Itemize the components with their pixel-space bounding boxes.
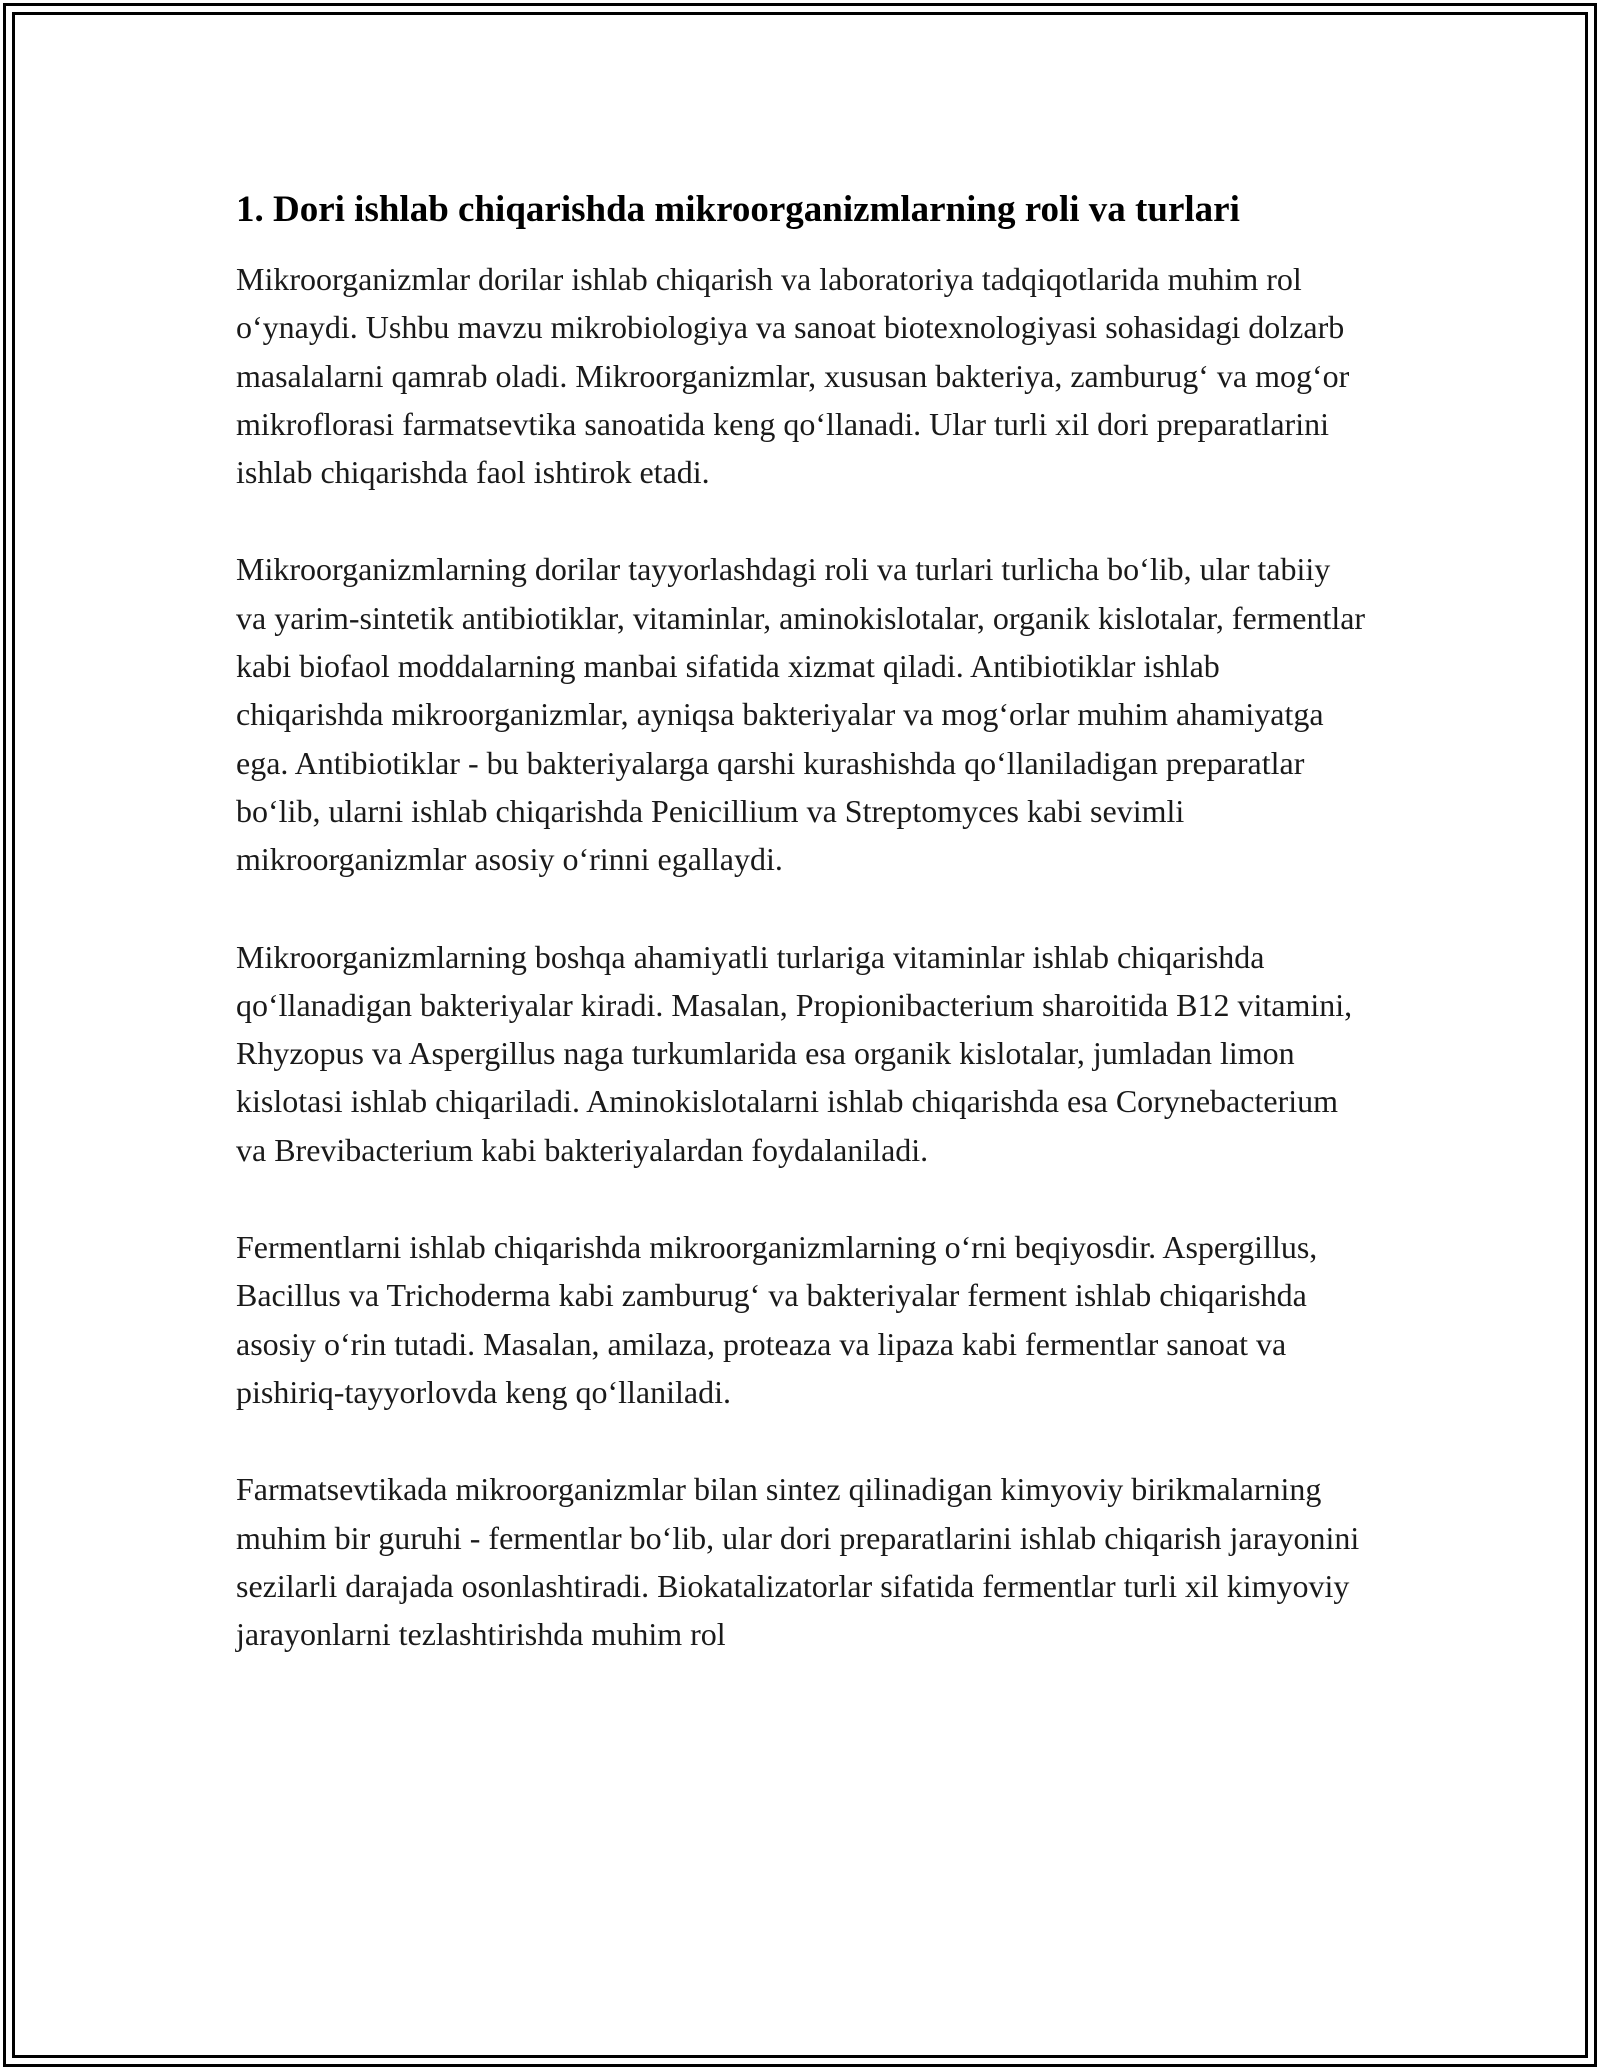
- paragraph-3: Mikroorganizmlarning boshqa ahamiyatli turlariga vitaminlar ishlab chiqarishda qo‘llanadigan bakteriyalar kiradi. Masalan, Propionibacterium sharoitida B12 vitamini, Rhyzopus va Aspergillus naga turkumlarida esa organik kislotalar, jumladan limon kislotasi ishlab chiqariladi. Aminokislotalarni ishlab chiqarishda esa Corynebacterium va Brevibacterium kabi bakteriyalardan foydalaniladi.: [236, 938, 1353, 1168]
- paragraph-2: Mikroorganizmlarning dorilar tayyorlashdagi roli va turlari turlicha bo‘lib, ular tabiiy va yarim-sintetik antibiotiklar, vitaminlar, aminokislotalar, organik kislotalar, fermentlar kabi biofaol moddalarning manbai sifatida xizmat qiladi. Antibiotiklar ishlab chiqarishda mikroorganizmlar, ayniqsa bakteriyalar va mog‘orlar muhim ahamiyatga ega. Antibiotiklar - bu bakteriyalarga qarshi kurashishda qo‘llaniladigan preparatlar bo‘lib, ularni ishlab chiqarishda Penicillium va Streptomyces kabi sevimli mikroorganizmlar asosiy o‘rinni egallaydi.: [236, 551, 1366, 878]
- paragraph-1: Mikroorganizmlar dorilar ishlab chiqarish va laboratoriya tadqiqotlarida muhim rol o‘ynaydi. Ushbu mavzu mikrobiologiya va sanoat biotexnologiyasi sohasidagi dolzarb masalalarni qamrab oladi. Mikroorganizmlar, xususan bakteriya, zamburug‘ va mog‘or mikroflorasi farmatsevtika sanoatida keng qo‘llanadi. Ular turli xil dori preparatlarini ishlab chiqarishda faol ishtirok etadi.: [236, 261, 1350, 491]
- document-body: [236, 182, 1366, 1707]
- section-heading: 1. Dori ishlab chiqarishda mikroorganizmlarning roli va turlari: [236, 189, 1240, 230]
- paragraph-4: Fermentlarni ishlab chiqarishda mikroorganizmlarning o‘rni beqiyosdir. Aspergillus, Bacillus va Trichoderma kabi zamburug‘ va bakteriyalar ferment ishlab chiqarishda asosiy o‘rin tutadi. Masalan, amilaza, proteaza va lipaza kabi fermentlar sanoat va pishiriq-tayyorlovda keng qo‘llaniladi.: [236, 1229, 1318, 1410]
- paragraph-5: Farmatsevtikada mikroorganizmlar bilan sintez qilinadigan kimyoviy birikmalarning muhim bir guruhi - fermentlar bo‘lib, ular dori preparatlarini ishlab chiqarish jarayonini sezilarli darajada osonlashtiradi. Biokatalizatorlar sifatida fermentlar turli xil kimyoviy jarayonlarni tezlashtirishda muhim rol: [236, 1471, 1360, 1653]
